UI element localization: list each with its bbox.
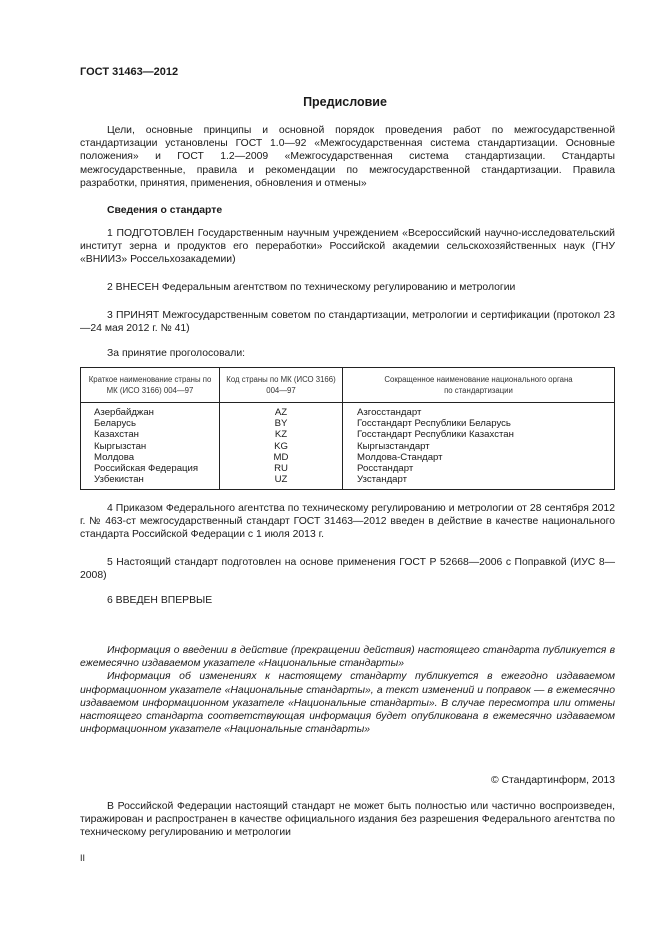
country-code: KZ: [220, 429, 343, 440]
item-6: 6 ВВЕДЕН ВПЕРВЫЕ: [107, 595, 213, 606]
table-row: [81, 463, 615, 474]
voted-label: За принятие проголосовали:: [107, 348, 246, 359]
item-5: 5 Настоящий стандарт подготовлен на основе применения ГОСТ Р 52668—2006 с Поправкой (ИУС 8—2008): [80, 557, 615, 582]
voting-table: [80, 367, 615, 490]
item-1: 1 ПОДГОТОВЛЕН Государственным научным учреждением «Всероссийский научно-исследовательский институт зерна и продуктов его переработки» Российской академии сельскохозяйственных наук (ГНУ «ВНИИЗ» Россельхозакадемии): [80, 228, 615, 266]
section-heading: Сведения о стандарте: [107, 205, 223, 216]
standards-body: Азгосстандарт: [343, 403, 615, 419]
country-code: MD: [220, 452, 343, 463]
intro-paragraph: Цели, основные принципы и основной порядок проведения работ по межгосударственной стандартизации установлены ГОСТ 1.0—92 «Межгосударственная система стандартизации. Основные положения» и ГОСТ 1.2—2009 «Межгосударственная система стандартизации. Стандарты межгосударственные, правила и рекомендации по межгосударственной стандартизации. Правила разработки, принятия, применения, обновления и отмены»: [80, 125, 615, 189]
info-block: [80, 644, 615, 736]
country-code: KG: [220, 441, 343, 452]
standards-body: Госстандарт Республики Беларусь: [343, 418, 615, 429]
table-row: [81, 452, 615, 463]
item-3: 3 ПРИНЯТ Межгосударственным советом по стандартизации, метрологии и сертификации (протокол 23—24 мая 2012 г. № 41): [80, 310, 615, 335]
country-name: Российская Федерация: [81, 463, 220, 474]
country-name: Беларусь: [81, 418, 220, 429]
notice-paragraph: В Российской Федерации настоящий стандарт не может быть полностью или частично воспроизведен, тиражирован и распространен в качестве официального издания без разрешения Федерального агентства по техническому регулированию и метрологии: [80, 801, 615, 839]
country-code: UZ: [220, 474, 343, 490]
country-code: AZ: [220, 403, 343, 419]
document-header: ГОСТ 31463—2012: [80, 66, 179, 78]
col-header-body: Сокращенное наименование национального органа по стандартизации: [343, 368, 615, 403]
table-row: [81, 429, 615, 440]
table-row: [81, 441, 615, 452]
col-header-country: Краткое наименование страны по МК (ИСО 3166) 004—97: [81, 368, 220, 403]
country-name: Азербайджан: [81, 403, 220, 419]
country-name: Узбекистан: [81, 474, 220, 490]
country-code: BY: [220, 418, 343, 429]
table-row: [81, 403, 615, 419]
country-name: Казахстан: [81, 429, 220, 440]
standards-body: Кыргызстандарт: [343, 441, 615, 452]
item-4: 4 Приказом Федерального агентства по техническому регулированию и метрологии от 28 сентября 2012 г. № 463-ст межгосударственный стандарт ГОСТ 31463—2012 введен в действие в качестве национального стандарта Российской Федерации с 1 июля 2013 г.: [80, 503, 615, 541]
country-name: Кыргызстан: [81, 441, 220, 452]
page-number: II: [80, 853, 86, 863]
standards-body: Росстандарт: [343, 463, 615, 474]
info-paragraph-2: Информация об изменениях к настоящему стандарту публикуется в ежегодно издаваемом информационном указателе «Национальные стандарты», а текст изменений и поправок — в ежемесячно издаваемом информационном указателе «Национальные стандарты». В случае пересмотра или отмены настоящего стандарта соответствующая информация будет опубликована в ежемесячно издаваемом информационном указателе «Национальные стандарты»: [80, 671, 615, 736]
country-code: RU: [220, 463, 343, 474]
standards-body: Узстандарт: [343, 474, 615, 490]
table-row: [81, 474, 615, 490]
country-name: Молдова: [81, 452, 220, 463]
table-row: [81, 418, 615, 429]
col-header-code: Код страны по МК (ИСО 3166) 004—97: [220, 368, 343, 403]
standards-body: Молдова-Стандарт: [343, 452, 615, 463]
copyright: © Стандартинформ, 2013: [490, 775, 615, 786]
page-title: Предисловие: [303, 95, 387, 109]
item-2: 2 ВНЕСЕН Федеральным агентством по техническому регулированию и метрологии: [107, 282, 516, 293]
info-paragraph-1: Информация о введении в действие (прекращении действия) настоящего стандарта публикуется в ежемесячно издаваемом указателе «Национальные стандарты»: [80, 645, 615, 670]
standards-body: Госстандарт Республики Казахстан: [343, 429, 615, 440]
